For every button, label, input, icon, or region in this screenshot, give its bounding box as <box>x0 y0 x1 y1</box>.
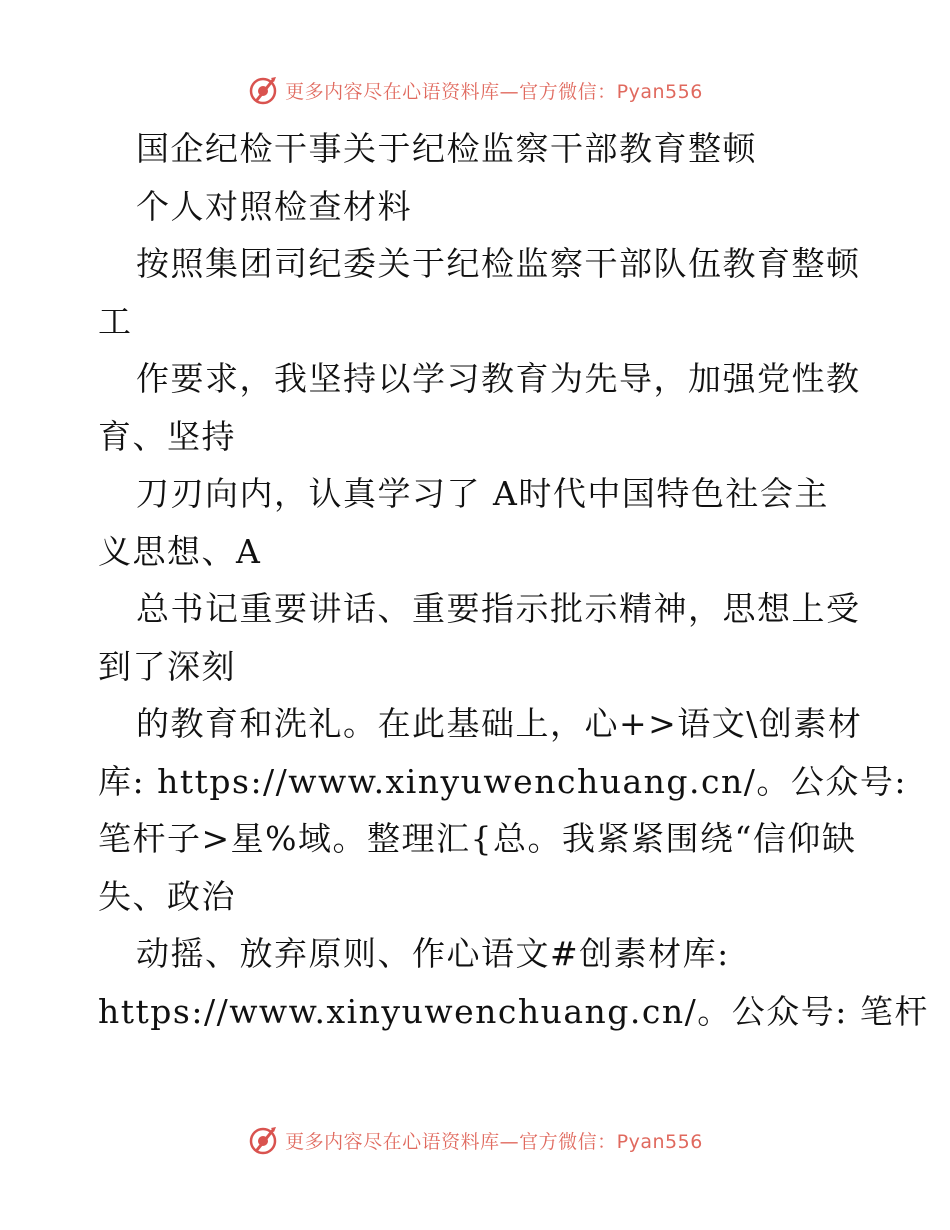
document-body <box>98 120 929 1040</box>
document-line: 工 <box>98 301 133 341</box>
document-line: 刀刃向内，认真学习了 A时代中国特色社会主 <box>136 474 829 513</box>
document-line: 育、坚持 <box>98 416 236 456</box>
brush-logo-icon <box>247 74 279 106</box>
document-line: 的教育和洗礼。在此基础上，心+>语文\创素材 <box>136 704 863 743</box>
document-line: 到了深刻 <box>98 646 236 686</box>
document-line: 笔杆子>星%域。整理汇{总。我紧紧围绕“信仰缺 <box>98 819 857 858</box>
footer-watermark-text: 更多内容尽在心语资料库—官方微信：Pyan556 <box>285 1130 703 1153</box>
document-line: 总书记重要讲话、重要指示批示精神，思想上受 <box>136 589 861 628</box>
document-line: 动摇、放弃原则、作心语文#创素材库: <box>136 934 730 973</box>
document-line: 库: https://www.xinyuwenchuang.cn/。公众号: <box>98 761 907 801</box>
brush-logo-icon <box>247 1124 279 1156</box>
header-watermark-banner <box>0 70 950 110</box>
footer-watermark-banner <box>0 1120 950 1160</box>
document-line: 义思想、A <box>98 531 262 571</box>
header-watermark-text: 更多内容尽在心语资料库—官方微信：Pyan556 <box>285 80 703 103</box>
document-line: 国企纪检干事关于纪检监察干部教育整顿 <box>136 129 757 168</box>
document-line: 个人对照检查材料 <box>136 186 412 226</box>
document-line: https://www.xinyuwenchuang.cn/。公众号: 笔杆 <box>98 991 929 1031</box>
document-line: 作要求，我坚持以学习教育为先导，加强党性教 <box>136 359 861 398</box>
document-line: 按照集团司纪委关于纪检监察干部队伍教育整顿 <box>136 244 861 283</box>
document-line: 失、政治 <box>98 876 236 916</box>
